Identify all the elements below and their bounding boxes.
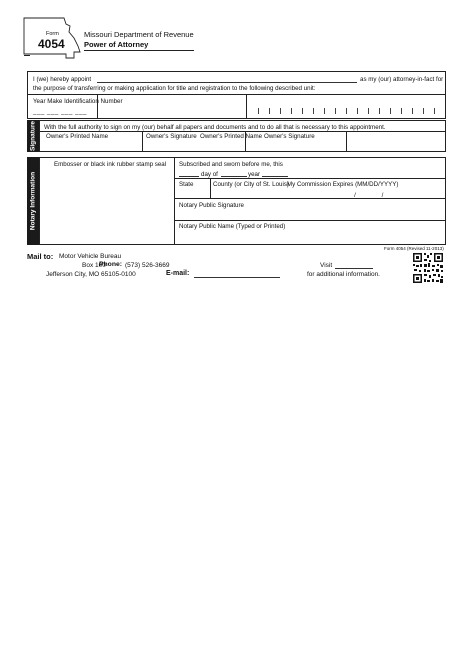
seal-area[interactable] [42, 172, 170, 242]
attorney-name-field[interactable] [97, 82, 357, 83]
row-divider [174, 220, 446, 221]
year-field[interactable] [262, 176, 288, 177]
day-field[interactable] [179, 176, 199, 177]
address-line-1: Motor Vehicle Bureau [59, 253, 122, 260]
purpose-text: the purpose of transferring or making application for title and registration to the following described unit: [33, 85, 316, 92]
form-revision: Form 4054 (Revised 11-2013) [384, 246, 444, 251]
form-number: 4054 [38, 37, 65, 51]
signature-side-label: Signature [29, 121, 37, 151]
owner1-printed-name-label: Owner's Printed Name [46, 133, 109, 140]
day-of-label: day of [201, 171, 218, 178]
notary-name-label: Notary Public Name (Typed or Printed) [179, 223, 286, 230]
notary-side-tab [27, 157, 39, 245]
authority-text: With the full authority to sign on my (our) behalf all papers and documents and to do all that is necessary to this appointment. [44, 124, 386, 131]
title-underline [84, 50, 194, 51]
owner1-signature-label: Owner's Signature [146, 133, 197, 140]
vin-field[interactable] [250, 105, 444, 117]
attorney-in-fact-label: as my (our) attorney-in-fact for [360, 76, 444, 83]
appoint-label: I (we) hereby appoint [33, 76, 92, 83]
year-label: year [248, 171, 261, 178]
qr-code-icon [412, 252, 444, 284]
additional-info-text: for additional information. [307, 271, 380, 278]
visit-label: Visit [320, 262, 333, 269]
address-line-3: Jefferson City, MO 65105-0100 [46, 271, 136, 278]
vehicle-label: Year Make Identification Number [33, 98, 123, 105]
website-link[interactable] [335, 268, 373, 269]
email-field[interactable] [194, 277, 280, 278]
email-label: E-mail: [166, 270, 190, 277]
owner2-signature-field[interactable] [347, 141, 445, 151]
subscribed-text: Subscribed and sworn before me, this [179, 161, 283, 168]
notary-signature-label: Notary Public Signature [179, 202, 245, 209]
notary-side-label: Notary Information [29, 171, 37, 231]
signature-side-tab [27, 120, 39, 152]
owner2-printed-name-label: Owner's Printed Name [200, 133, 263, 140]
year-field[interactable]: ___ ___ ___ ___ [33, 108, 87, 115]
phone-value: (573) 526-3669 [125, 262, 170, 269]
owner2-signature-label: Owner's Signature [264, 133, 315, 140]
notary-signature-field[interactable] [175, 209, 445, 219]
form-label: Form [46, 31, 59, 37]
owner2-printed-name-field[interactable] [246, 141, 345, 151]
commission-date-field[interactable]: ___ ___ / ___ ___ / ___ ___ ___ ___ [330, 192, 432, 199]
column-divider [210, 178, 211, 198]
row-divider [39, 131, 446, 132]
owner1-signature-field[interactable] [143, 141, 244, 151]
page-title: Power of Attorney [84, 40, 149, 49]
make-field[interactable] [98, 95, 245, 118]
notary-name-field[interactable] [175, 231, 445, 243]
state-label: State [179, 181, 194, 188]
owner1-printed-name-field[interactable] [40, 141, 141, 151]
row-divider [174, 178, 446, 179]
county-label: County (or City of St. Louis) [213, 181, 289, 188]
row-divider [174, 198, 446, 199]
phone-label: Phone: [99, 261, 123, 268]
agency-name: Missouri Department of Revenue [84, 30, 194, 39]
mail-to-label: Mail to: [27, 252, 54, 261]
column-divider [246, 94, 247, 119]
address-line-2: Box 100 [82, 262, 106, 269]
commission-expires-label: My Commission Expires (MM/DD/YYYY) [287, 181, 399, 188]
month-field[interactable] [221, 176, 247, 177]
seal-label: Embosser or black ink rubber stamp seal [54, 161, 167, 168]
corner-mark [24, 55, 30, 56]
